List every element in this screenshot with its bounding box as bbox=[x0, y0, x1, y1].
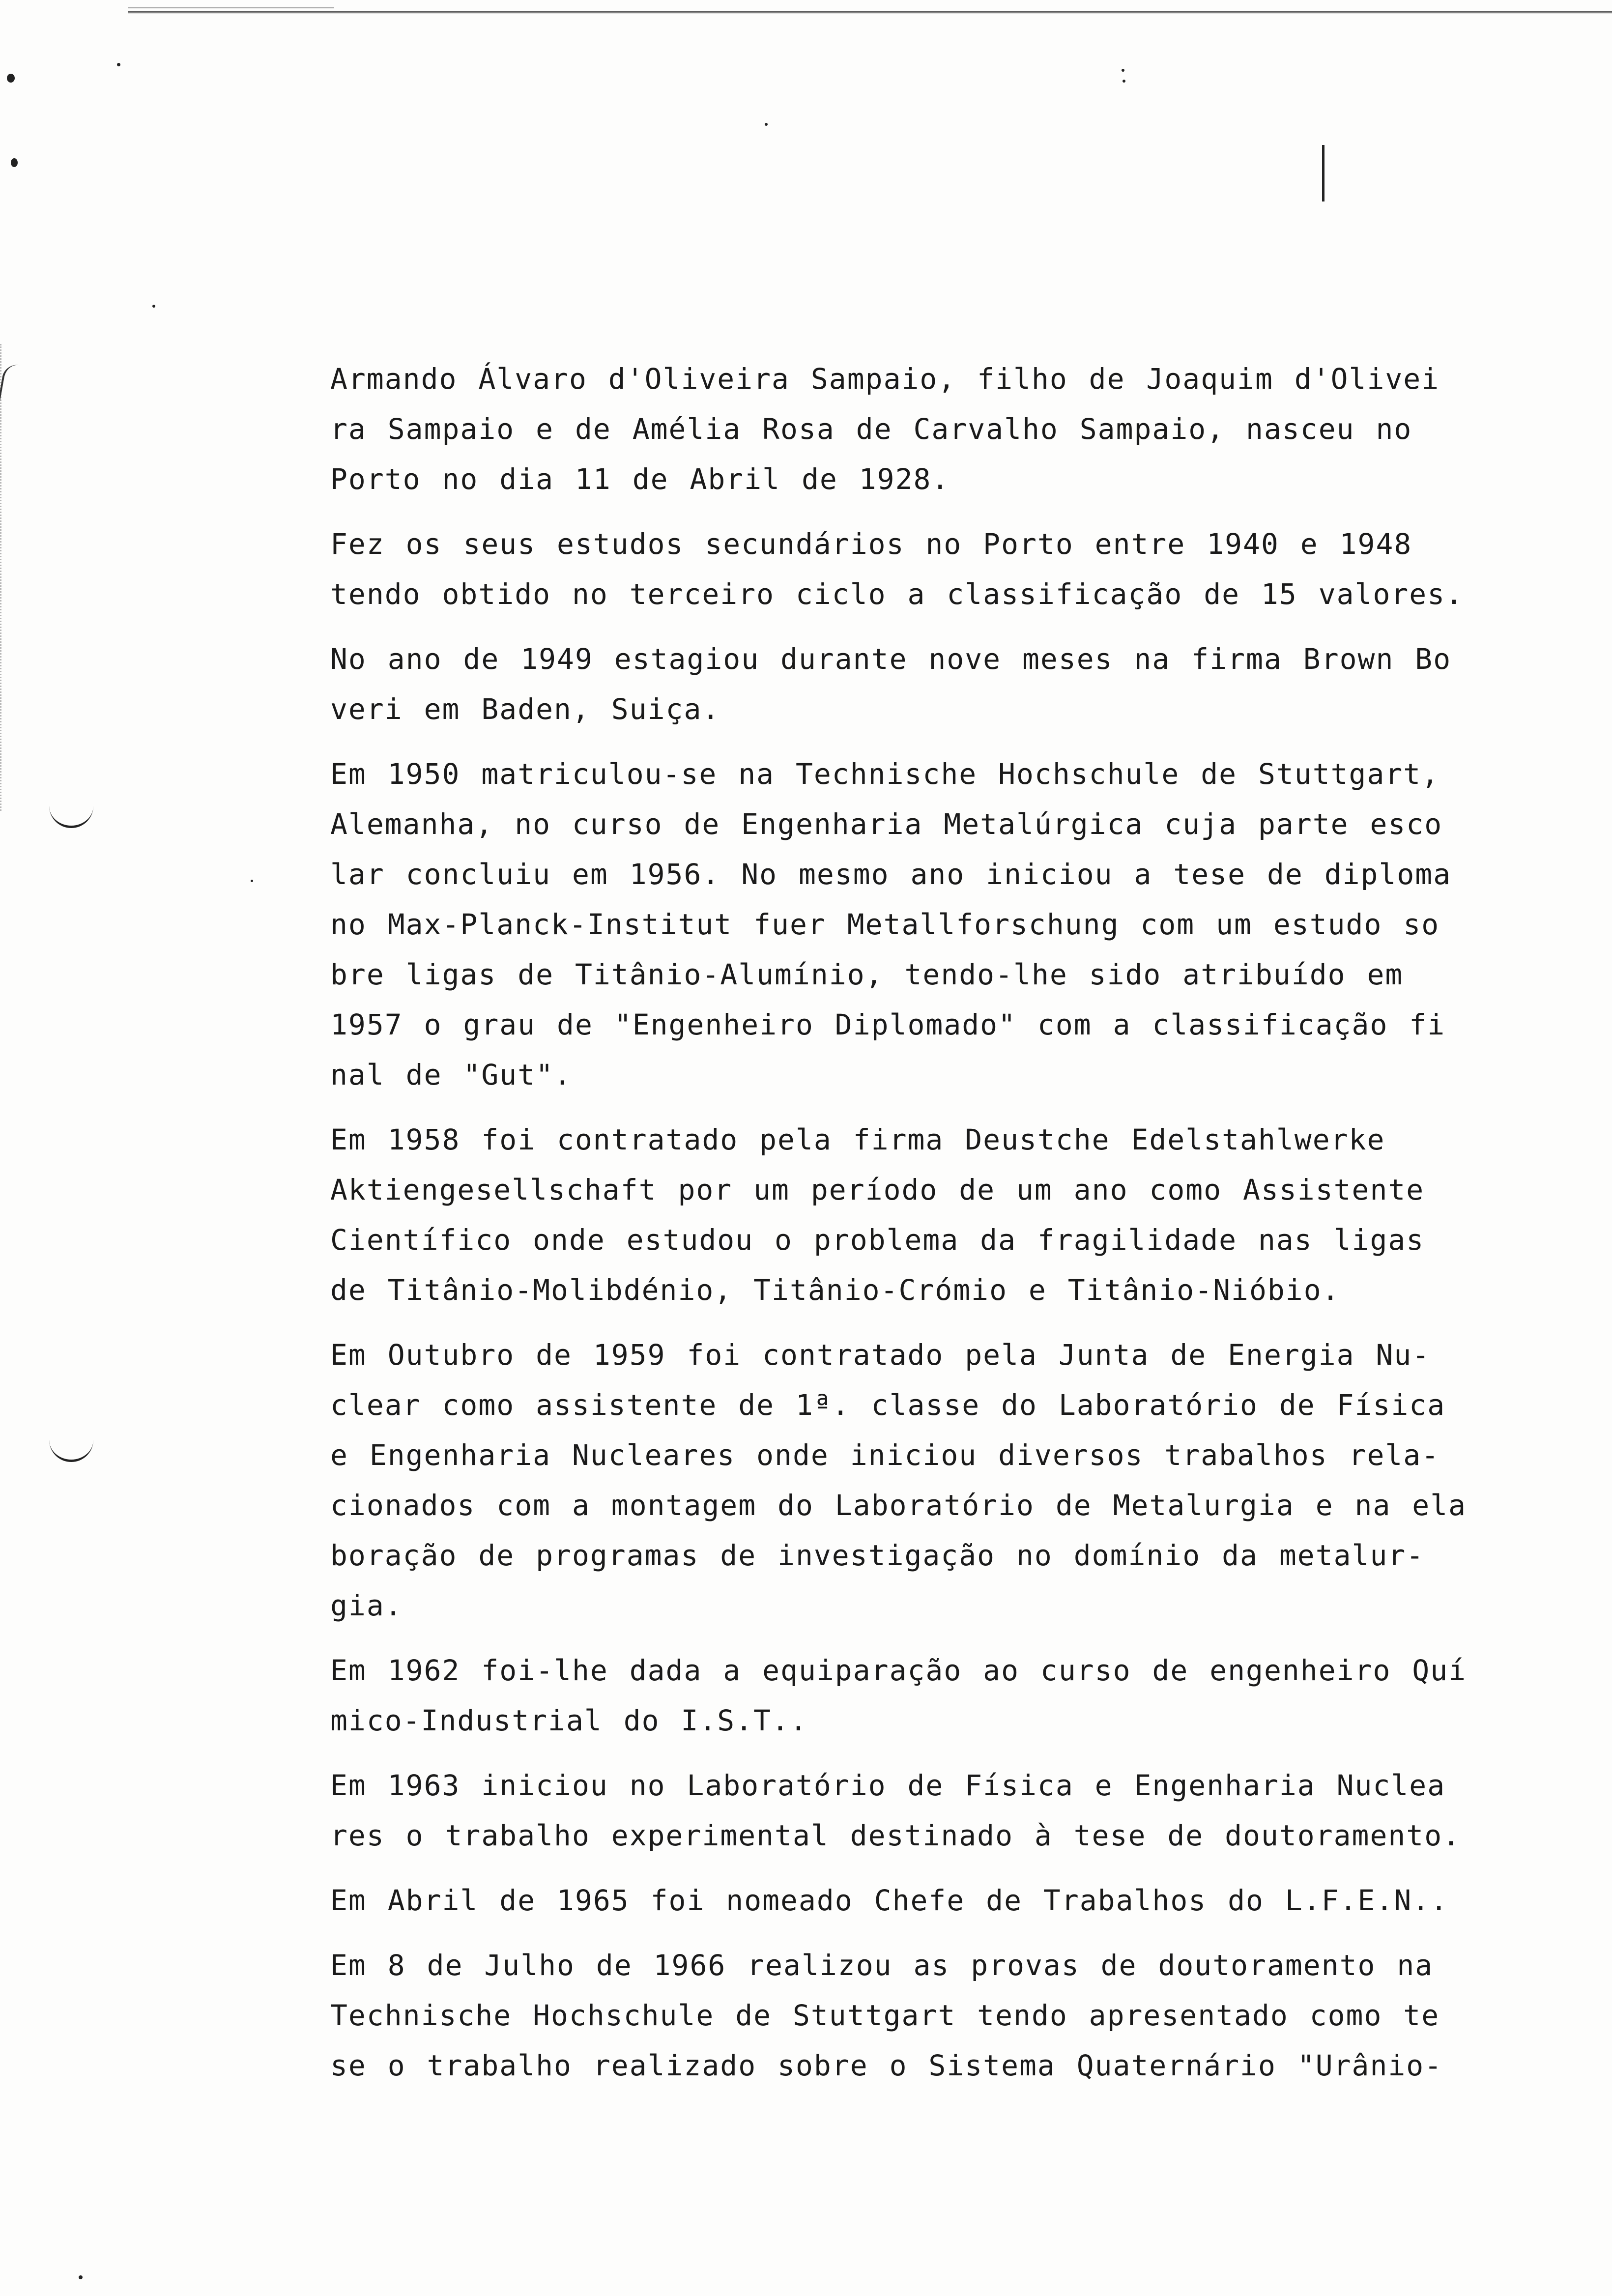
scan-speck bbox=[1122, 69, 1124, 72]
scan-speck bbox=[251, 880, 253, 882]
text-line: de Titânio-Molibdénio, Titânio-Crómio e Titânio-Nióbio. bbox=[330, 1273, 1340, 1307]
text-line: Alemanha, no curso de Engenharia Metalúrgica cuja parte esco bbox=[330, 807, 1443, 841]
text-line: e Engenharia Nucleares onde iniciou diversos trabalhos rela- bbox=[330, 1438, 1440, 1472]
text-line: Em Outubro de 1959 foi contratado pela Junta de Energia Nu- bbox=[330, 1338, 1431, 1372]
paragraph bbox=[330, 1760, 1520, 1861]
text-line: Armando Álvaro d'Oliveira Sampaio, filho de Joaquim d'Olivei bbox=[330, 362, 1440, 396]
text-line: cionados com a montagem do Laboratório de Metalurgia e na ela bbox=[330, 1489, 1467, 1522]
scan-speck bbox=[79, 2275, 83, 2279]
binder-hole-mark bbox=[49, 1440, 93, 1462]
text-line: res o trabalho experimental destinado à tese de doutoramento. bbox=[330, 1819, 1461, 1852]
scan-speck bbox=[152, 305, 155, 308]
text-line: lar concluiu em 1956. No mesmo ano iniciou a tese de diploma bbox=[330, 858, 1452, 891]
text-line: nal de "Gut". bbox=[330, 1058, 572, 1091]
text-line: Em 1958 foi contratado pela firma Deustche Edelstahlwerke bbox=[330, 1123, 1385, 1156]
paragraph bbox=[330, 1875, 1520, 1925]
scan-speck bbox=[765, 123, 768, 126]
scan-top-rule bbox=[128, 11, 1612, 14]
paragraph bbox=[330, 634, 1520, 734]
text-line: Aktiengesellschaft por um período de um ano como Assistente bbox=[330, 1173, 1425, 1206]
scan-top-rule-faint bbox=[128, 7, 334, 8]
text-line: veri em Baden, Suiça. bbox=[330, 692, 720, 726]
scan-speck bbox=[117, 63, 120, 66]
paragraph bbox=[330, 1645, 1520, 1746]
text-line: Fez os seus estudos secundários no Porto entre 1940 e 1948 bbox=[330, 527, 1412, 561]
text-line: 1957 o grau de "Engenheiro Diplomado" com a classificação fi bbox=[330, 1008, 1446, 1041]
text-line: bre ligas de Titânio-Alumínio, tendo-lhe sido atribuído em bbox=[330, 958, 1404, 991]
text-line: clear como assistente de 1ª. classe do Laboratório de Física bbox=[330, 1388, 1446, 1422]
paragraph bbox=[330, 1330, 1520, 1631]
typed-text-body bbox=[330, 354, 1520, 2105]
scan-speck bbox=[11, 158, 18, 167]
text-line: tendo obtido no terceiro ciclo a classificação de 15 valores. bbox=[330, 577, 1464, 611]
paragraph bbox=[330, 519, 1520, 619]
text-line: Em 1950 matriculou-se na Technische Hochschule de Stuttgart, bbox=[330, 757, 1440, 791]
text-line: Em 1962 foi-lhe dada a equiparação ao curso de engenheiro Quí bbox=[330, 1654, 1467, 1687]
text-line: Em 1963 iniciou no Laboratório de Física e Engenharia Nuclea bbox=[330, 1769, 1446, 1802]
text-line: Em Abril de 1965 foi nomeado Chefe de Trabalhos do L.F.E.N.. bbox=[330, 1884, 1449, 1917]
text-line: gia. bbox=[330, 1589, 403, 1622]
text-line: no Max-Planck-Institut fuer Metallforschung com um estudo so bbox=[330, 908, 1440, 941]
scan-corner-mark bbox=[0, 363, 21, 419]
binder-hole-mark bbox=[49, 806, 93, 828]
text-line: Científico onde estudou o problema da fragilidade nas ligas bbox=[330, 1223, 1425, 1257]
paragraph bbox=[330, 1115, 1520, 1315]
text-line: Technische Hochschule de Stuttgart tendo apresentado como te bbox=[330, 1999, 1440, 2032]
text-line: No ano de 1949 estagiou durante nove meses na firma Brown Bo bbox=[330, 642, 1452, 676]
text-line: mico-Industrial do I.S.T.. bbox=[330, 1704, 808, 1737]
paragraph bbox=[330, 354, 1520, 504]
paragraph bbox=[330, 1940, 1520, 2091]
scan-speck bbox=[1123, 80, 1125, 83]
text-line: se o trabalho realizado sobre o Sistema Quaternário "Urânio- bbox=[330, 2049, 1443, 2082]
paragraph bbox=[330, 749, 1520, 1100]
text-line: Em 8 de Julho de 1966 realizou as provas de doutoramento na bbox=[330, 1949, 1434, 1982]
scan-speck bbox=[7, 74, 15, 83]
text-line: Porto no dia 11 de Abril de 1928. bbox=[330, 462, 950, 496]
text-line: ra Sampaio e de Amélia Rosa de Carvalho Sampaio, nasceu no bbox=[330, 412, 1412, 446]
scan-vertical-mark bbox=[1322, 145, 1324, 201]
text-line: boração de programas de investigação no domínio da metalur- bbox=[330, 1539, 1425, 1572]
